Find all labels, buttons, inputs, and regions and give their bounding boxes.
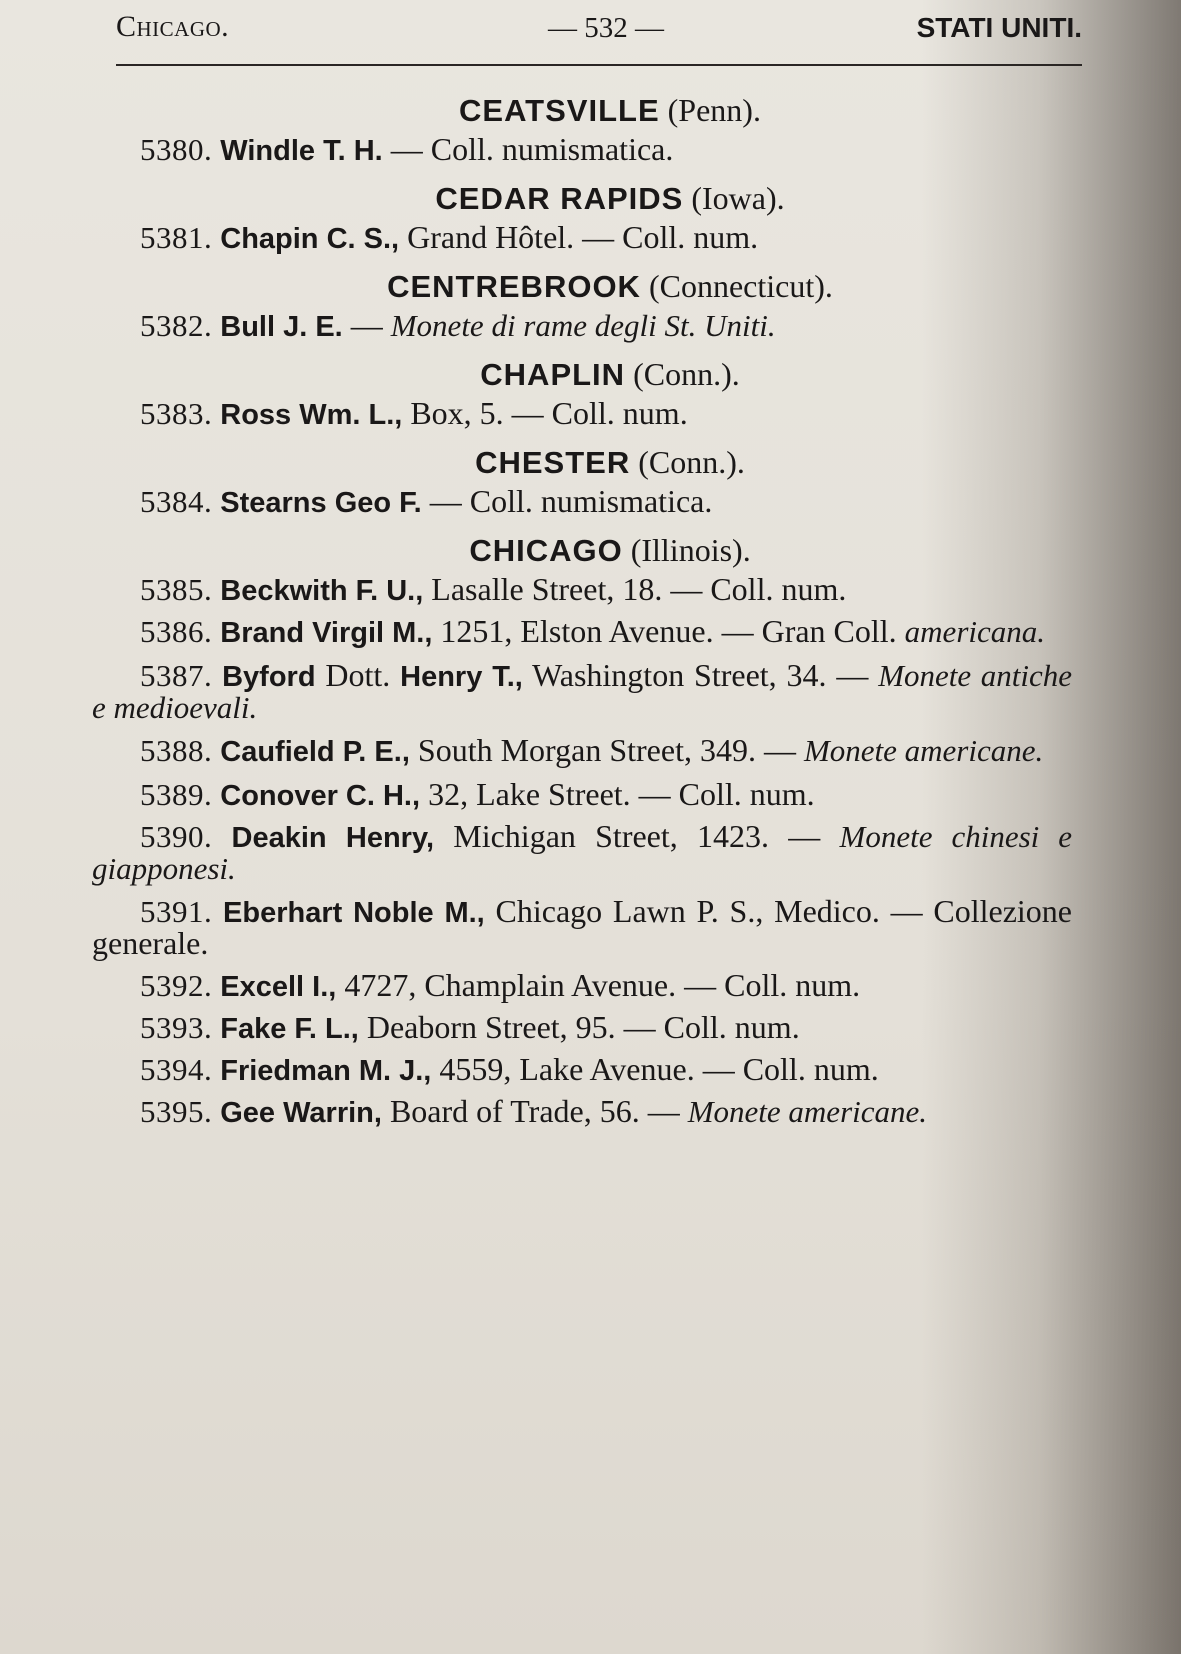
entry-name: Windle T. H. (220, 135, 383, 167)
entry-details: 32, Lake Street. — Coll. num. (420, 776, 815, 812)
list-item (92, 732, 1072, 768)
list-item (92, 613, 1072, 649)
place-name: CHESTER (475, 445, 631, 480)
entry-details: Box, 5. — Coll. num. (402, 395, 688, 431)
entry-details: 4727, Champlain Avenue. — Coll. num. (336, 967, 861, 1003)
entry-name-given: Henry T., (400, 661, 523, 693)
list-item (92, 776, 1072, 812)
place-state: (Penn). (667, 92, 761, 128)
entry-number: 5388. (140, 733, 213, 768)
entry-number: 5395. (140, 1094, 213, 1129)
place-name: CEATSVILLE (459, 93, 660, 128)
entry-note: americana. (904, 614, 1046, 649)
entry-number: 5385. (140, 572, 213, 607)
list-item (92, 307, 1072, 343)
place-state: (Illinois). (630, 532, 751, 568)
place-state: (Conn.). (633, 356, 740, 392)
entry-name: Beckwith F. U., (220, 575, 424, 607)
entry-number: 5394. (140, 1052, 213, 1087)
entry-number: 5391. (140, 894, 213, 929)
entry-number: 5390. (140, 819, 213, 854)
section-chaplin (92, 352, 1072, 430)
entry-name: Ross Wm. L., (220, 399, 403, 431)
entry-name: Fake F. L., (220, 1013, 359, 1045)
entry-details: Chicago Lawn P. S., Medico. — Collezione generale. (92, 893, 1073, 961)
section-cedar-rapids (92, 176, 1072, 254)
entry-details: Grand Hôtel. — Coll. num. (399, 219, 759, 255)
entry-title: Dott. (315, 657, 401, 693)
directory-listing (92, 84, 1072, 1140)
section-chester (92, 440, 1072, 518)
entry-details: Deaborn Street, 95. — Coll. num. (358, 1009, 800, 1045)
place-state: (Connecticut). (648, 268, 833, 304)
entry-details: South Morgan Street, 349. — (409, 732, 804, 768)
entry-details: 4559, Lake Avenue. — Coll. num. (431, 1051, 879, 1087)
section-ceatsville (92, 88, 1072, 166)
header-rule (116, 64, 1082, 66)
place-name: CHICAGO (469, 533, 623, 568)
section-chicago (92, 528, 1072, 1128)
entry-number: 5392. (140, 968, 213, 1003)
list-item (92, 395, 1072, 431)
entry-name: Friedman M. J., (220, 1055, 432, 1087)
list-item (92, 219, 1072, 255)
place-heading (92, 440, 1072, 484)
running-head (116, 10, 1082, 58)
entry-details: Lasalle Street, 18. — Coll. num. (423, 571, 847, 607)
entry-number: 5384. (140, 484, 213, 519)
entry-number: 5383. (140, 396, 213, 431)
list-item (92, 893, 1073, 961)
entry-name: Deakin Henry, (231, 822, 435, 854)
entry-number: 5393. (140, 1010, 213, 1045)
entry-details: Michigan Street, 1423. — (434, 818, 840, 854)
entry-number: 5387. (140, 658, 213, 693)
list-item (92, 657, 1072, 725)
list-item (92, 818, 1073, 886)
place-state: (Iowa). (691, 180, 785, 216)
entry-details: 1251, Elston Avenue. — Gran Coll. (432, 613, 905, 649)
list-item (92, 1051, 1072, 1087)
entry-note: Monete di rame degli St. Uniti. (390, 308, 776, 343)
entry-name: Eberhart Noble M., (223, 897, 485, 929)
entry-name: Bull J. E. (220, 311, 343, 343)
entry-note: Monete chinesi e giapponesi. (92, 819, 1073, 886)
entry-note: Monete americane. (803, 733, 1044, 768)
list-item (92, 1093, 1072, 1129)
page-number: — 532 — (548, 12, 664, 44)
entry-details: Board of Trade, 56. — (381, 1093, 688, 1129)
entry-name: Excell I., (220, 971, 337, 1003)
entry-number: 5381. (140, 220, 213, 255)
entry-name: Brand Virgil M., (220, 617, 433, 649)
entry-name: Gee Warrin, (220, 1097, 382, 1129)
entry-number: 5380. (140, 132, 213, 167)
entry-number: 5382. (140, 308, 213, 343)
entry-name: Caufield P. E., (220, 736, 410, 768)
entry-details: — Coll. numismatica. (382, 131, 674, 167)
entry-name: Conover C. H., (220, 780, 421, 812)
running-head-city: Chicago. (116, 10, 230, 43)
place-name: CENTREBROOK (387, 269, 641, 304)
entry-details: — Coll. numismatica. (421, 483, 713, 519)
place-heading (92, 176, 1072, 220)
place-heading (92, 528, 1072, 572)
place-state: (Conn.). (638, 444, 745, 480)
section-centrebrook (92, 264, 1072, 342)
place-heading (92, 264, 1072, 308)
list-item (92, 131, 1072, 167)
place-name: CHAPLIN (480, 357, 626, 392)
place-heading (92, 88, 1072, 132)
entry-number: 5389. (140, 777, 213, 812)
list-item (92, 483, 1072, 519)
list-item (92, 1009, 1072, 1045)
entry-name: Byford (222, 661, 316, 693)
entry-note: Monete antiche e medioevali. (92, 658, 1072, 725)
list-item (92, 571, 1072, 607)
place-name: CEDAR RAPIDS (435, 181, 684, 216)
entry-details: — (342, 307, 391, 343)
entry-details: Washington Street, 34. — (522, 657, 879, 693)
entry-number: 5386. (140, 614, 213, 649)
entry-note: Monete americane. (687, 1094, 928, 1129)
list-item (92, 967, 1072, 1003)
entry-name: Chapin C. S., (220, 223, 400, 255)
entry-name: Stearns Geo F. (220, 487, 422, 519)
place-heading (92, 352, 1072, 396)
running-head-country: STATI UNITI. (916, 12, 1082, 43)
